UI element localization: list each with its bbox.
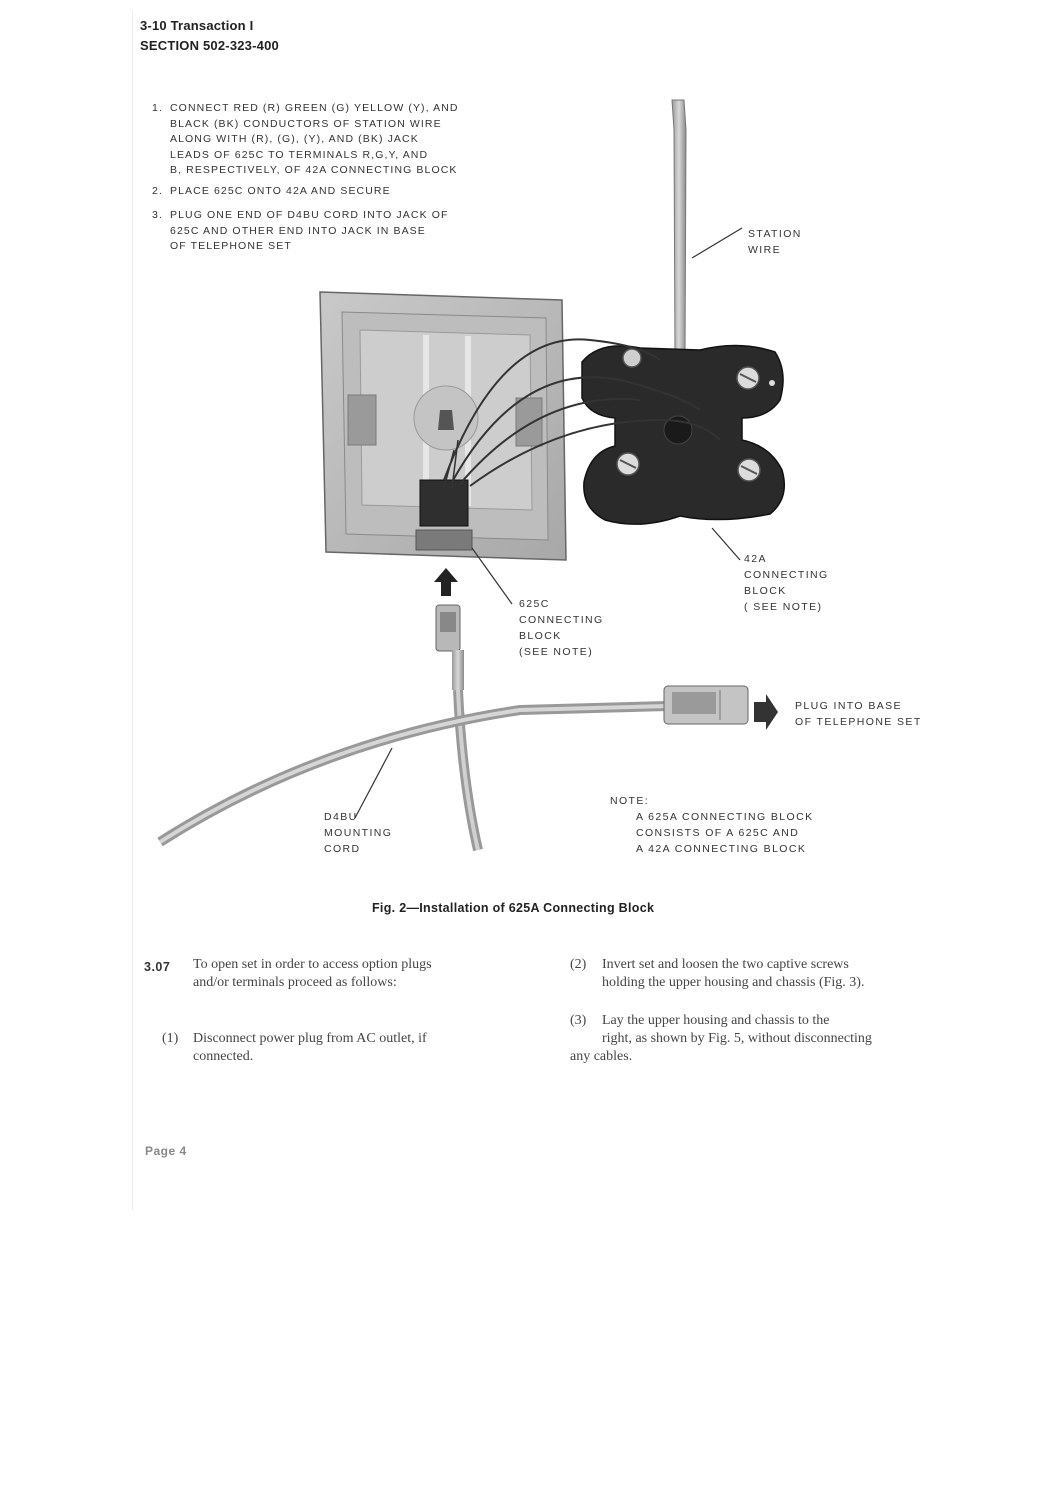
step-1-line: LEADS OF 625C TO TERMINALS R,G,Y, AND — [170, 148, 429, 161]
step-3-number: 3. — [152, 209, 163, 221]
note-text: A 625A CONNECTING BLOCK CONSISTS OF A 625C AND A 42A CONNECTING BLOCK — [636, 811, 814, 855]
connecting-block-625c — [320, 292, 566, 560]
step-1-line: ALONG WITH (R), (G), (Y), AND (BK) JACK — [170, 133, 419, 145]
step-3-line: 625C AND OTHER END INTO JACK IN BASE — [170, 224, 426, 237]
step-1-number: 1. — [152, 102, 163, 114]
paragraph-number: 3.07 — [144, 960, 171, 974]
transaction-header: 3-10 Transaction I — [140, 18, 254, 33]
note-title: NOTE: — [610, 795, 650, 807]
modular-plug-telephone — [664, 686, 748, 724]
insert-arrow — [434, 568, 458, 596]
plug-into-label: PLUG INTO BASE OF TELEPHONE SET — [795, 700, 922, 728]
modular-plug-625c — [436, 605, 464, 690]
step-3-text-continued: any cables. — [570, 1049, 633, 1064]
page-number: Page 4 — [145, 1144, 187, 1158]
leader-line — [712, 528, 740, 560]
leader-line — [692, 228, 742, 258]
step-2-number-text: (2) — [570, 957, 587, 972]
connecting-block-42a — [582, 345, 784, 524]
plug-direction-arrow — [754, 694, 778, 730]
step-2-line: PLACE 625C ONTO 42A AND SECURE — [170, 185, 391, 197]
d4bu-cord-label: D4BU MOUNTING CORD — [324, 811, 393, 855]
step-1-number-text: (1) — [162, 1031, 179, 1046]
step-3-text: Lay the upper housing and chassis to the right, as shown by Fig. 5, without disconnecting — [602, 1013, 872, 1046]
leader-line — [355, 748, 392, 818]
step-2-text: Invert set and loosen the two captive screws holding the upper housing and chassis (Fig. 3). — [602, 957, 865, 990]
figure-caption: Fig. 2—Installation of 625A Connecting Block — [372, 901, 655, 915]
station-wire — [672, 100, 686, 360]
step-3-line: PLUG ONE END OF D4BU CORD INTO JACK OF — [170, 209, 449, 221]
section-header: SECTION 502-323-400 — [140, 38, 279, 53]
step-1-line: B, RESPECTIVELY, OF 42A CONNECTING BLOCK — [170, 164, 458, 176]
block-625c-label: 625C CONNECTING BLOCK (SEE NOTE) — [519, 598, 604, 658]
step-1-text: Disconnect power plug from AC outlet, if connected. — [193, 1031, 427, 1064]
block-42a-label: 42A CONNECTING BLOCK ( SEE NOTE) — [744, 553, 829, 613]
station-wire-label: STATION WIRE — [748, 228, 802, 256]
step-1-line: CONNECT RED (R) GREEN (G) YELLOW (Y), AND — [170, 102, 459, 114]
paragraph-intro: To open set in order to access option plugs and/or terminals proceed as follows: — [193, 957, 432, 990]
d4bu-cord — [160, 690, 668, 850]
terminal-screw — [623, 349, 641, 367]
step-2-number: 2. — [152, 185, 163, 197]
step-3-line: OF TELEPHONE SET — [170, 240, 292, 252]
step-3-number-text: (3) — [570, 1013, 587, 1028]
step-1-line: BLACK (BK) CONDUCTORS OF STATION WIRE — [170, 117, 442, 130]
